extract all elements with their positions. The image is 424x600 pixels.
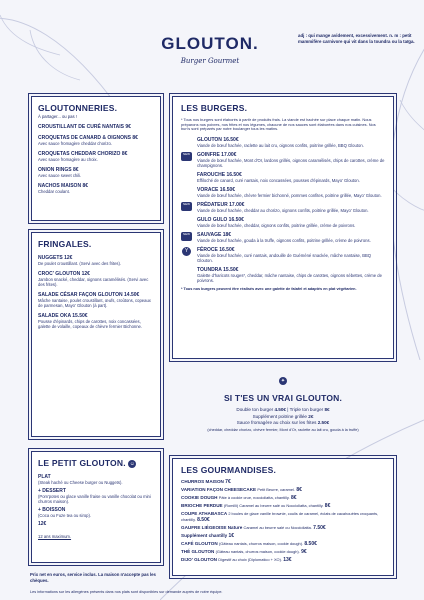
item-description: De poulet croustillant. (Servi avec des frites).: [38, 261, 122, 266]
gloutonneries-subtitle: À partager... ou pas !: [38, 114, 77, 119]
menu-line: [38, 474, 154, 485]
petit-glouton-title: [38, 458, 154, 468]
item-price: 8€: [324, 503, 331, 509]
item-name-text: CROUSTILLANT DE CURÉ NANTAIS: [38, 124, 125, 130]
item-price: 12€: [81, 271, 90, 277]
burger-item: [197, 172, 385, 183]
item-name-text: CAFÉ GLOUTON: [181, 540, 218, 546]
vrai-glouton-title: SI T'ES UN VRAI GLOUTON.: [223, 393, 343, 403]
item-name-text: GULO GULO: [197, 217, 228, 224]
gloutonneries-section: [31, 96, 161, 221]
item-description: Avec sauce fromagère cheddar chorizo.: [38, 141, 112, 146]
item-price: 14.50€: [124, 292, 140, 298]
item-description: Avec sauce sweet chili.: [38, 173, 82, 178]
new-badge: NEW: [181, 152, 192, 161]
burgers-title: LES BURGERS.: [181, 103, 248, 113]
item-description: 2 boules de glace vanille brownie, coulis de caramel, éclats de cacahouètes croquants, chantilly.: [181, 511, 379, 522]
menu-item: [181, 557, 385, 564]
item-name-text: SALADE OKA: [38, 313, 71, 319]
item-price: 8€: [121, 151, 128, 157]
item-name-text: FÉROCE: [197, 247, 218, 254]
item-name: [181, 541, 385, 548]
menu-item: [38, 151, 154, 162]
item-price: 17.00€: [221, 152, 237, 159]
menu-item: [181, 533, 385, 540]
item-name: [181, 533, 385, 540]
item-name-text: TOUNDRA: [197, 267, 222, 274]
brand-logo: [150, 34, 270, 65]
new-badge: NEW: [181, 232, 192, 241]
item-description: Viande de bœuf hachée, curé nantais, andouille de Guéméné snackée, mâche nantaise, BBQ Glouton.: [197, 253, 372, 264]
footer-prices: Prix net en euros, service inclus. La maison n'accepte pas les chèques.: [30, 572, 156, 583]
vrai-line-double: Double ton burger 4.50€ | Triple ton burger 8€: [236, 407, 330, 412]
fringales-title: FRINGALES.: [38, 239, 92, 249]
fringales-section: [31, 232, 161, 437]
burger-item: [183, 202, 385, 214]
wolverine-icon: ✦: [280, 377, 286, 384]
item-name-text: CROC' GLOUTON: [38, 271, 81, 277]
item-price: 7.50€: [313, 524, 326, 531]
menu-item: [38, 255, 154, 266]
menu-item: [181, 541, 385, 548]
item-price: 15.50€: [223, 267, 239, 274]
item-name-text: GAUFRE LIÉGEOISE Nature: [181, 524, 243, 530]
item-description: Jambon snacké, cheddar, oignons caramélisés. (Servi avec des frites).: [38, 277, 149, 287]
petit-glouton-title-text: LE PETIT GLOUTON.: [38, 458, 126, 468]
menu-line: [38, 507, 154, 518]
item-description: Viande de bœuf hachée, cheddar, oignons confits, poitrine grillée, crème de poivrons.: [197, 223, 356, 229]
menu-line-label: PLAT: [38, 474, 51, 480]
vrai-glouton-section: [172, 372, 394, 442]
menu-item: [181, 487, 385, 494]
menu-item: [38, 167, 154, 178]
vrai-note: (cheddar, cheddar chorizo, chèvre fermier, Mont d'Or, raclette au lait cru, gouda à la truffe): [207, 427, 359, 432]
item-price: 17.00€: [229, 202, 245, 209]
item-name-text: THÉ GLOUTON: [181, 548, 215, 554]
menu-line-label: + BOISSON: [38, 507, 66, 513]
item-name-text: CROQUETAS DE CANARD & OIGNONS: [38, 135, 131, 141]
item-name-text: DIJO' GLOUTON: [181, 556, 217, 562]
item-price: 9€: [301, 548, 307, 555]
gourmandises-list: [181, 479, 385, 563]
brand-tagline: Burger Gourmet: [180, 57, 240, 65]
item-description: Cheddar coulant.: [38, 189, 70, 194]
item-price: 15.50€: [72, 313, 88, 319]
item-name-text: NACHOS MAISON: [38, 183, 82, 189]
item-name: [181, 495, 385, 502]
menu-item: [38, 313, 154, 329]
burger-item: [183, 152, 385, 169]
petit-glouton-price: 12€: [38, 521, 47, 527]
menu-line-label: + DESSERT: [38, 488, 66, 494]
item-name-text: VARIATION FAÇON CHEESECAKE: [181, 487, 257, 492]
burger-item: [197, 137, 385, 148]
item-name: [181, 557, 385, 564]
item-description: Petit Beurre, caramel.: [257, 487, 296, 492]
brand-definition: adj : qui mange avidement, excessivement. n. m : petit mammifère carnivore qui vit dans la toundra ou la taïga.: [298, 33, 415, 44]
item-price: 12€: [64, 255, 73, 261]
item-price: 8.50€: [197, 516, 210, 523]
item-price: 16.50€: [228, 217, 244, 224]
item-description: Pâte à cookie crue, noccioliatta, chantilly.: [218, 495, 290, 500]
menu-item: [181, 525, 385, 532]
item-name-text: SAUVAGE: [197, 232, 222, 239]
item-name-text: PRÉDATEUR: [197, 202, 228, 209]
petit-glouton-section: [31, 451, 161, 563]
burger-item: [197, 217, 385, 228]
item-price: 16.50€: [219, 187, 236, 194]
item-description: Viande de bœuf hachée, cheddar au chorizo, oignons confits, poitrine grillée, Mayo' Glouton.: [197, 208, 369, 214]
menu-line-description: (Steak haché ou Cheese burger ou Nuggets).: [38, 480, 123, 485]
menu-line-description: (Coca ou Fuze tea ou sirop).: [38, 513, 92, 518]
menu-item: [38, 271, 154, 287]
item-description: Digestif au choix (Diplomatico + XO).: [218, 556, 282, 562]
item-description: Pousse d'épinards, chips de carottes, noix concassées, galette de volaille, copeaux de chèvre fermier Bichonne.: [38, 319, 143, 329]
vrai-line-poitrine: Supplément poitrine grillée 2€: [252, 413, 314, 419]
item-price: 8€: [132, 135, 138, 141]
item-name-text: VORACE: [197, 187, 219, 194]
menu-item: [38, 124, 154, 130]
item-price: 8.50€: [304, 540, 317, 547]
veggie-icon: Y: [182, 247, 191, 256]
item-price: 16.50€: [226, 172, 242, 179]
item-price: 8€: [296, 487, 302, 493]
item-name-text: BRIOCHE PERDUE: [181, 503, 223, 508]
item-name-text: CHURROS MAISON: [181, 479, 224, 484]
menu-line: [38, 488, 154, 504]
menu-item: [181, 503, 385, 510]
item-name-text: COOKIE DOUGH: [181, 495, 218, 500]
petit-glouton-age-note: 12 ans maximum.: [38, 534, 72, 539]
item-description: Viande de bœuf hachée, Mont d'Or, lardons grillés, oignons caramélisés, chips de carottes, crème de champignons.: [197, 158, 385, 169]
new-badge: NEW: [181, 202, 192, 211]
item-name-text: ONION RINGS: [38, 167, 72, 173]
brand-name: GLOUTON.: [161, 34, 259, 53]
footer-allergens: Les informations sur les allergènes présents dans nos plats sont disponibles sur demande auprès de notre équipe.: [30, 590, 223, 594]
item-description: Caramel au beurre salé ou Noccioliatta.: [243, 524, 312, 530]
menu-line-description: (Pom'potes ou glace vanille fraise ou vanille chocolat ou mini churros maison).: [38, 494, 151, 504]
gloutonneries-list: [38, 124, 154, 194]
menu-item: [181, 511, 385, 523]
item-price: 9€: [125, 124, 131, 130]
fringales-list: [38, 255, 154, 329]
menu-item: [181, 479, 385, 486]
item-name-text: NUGGETS: [38, 255, 63, 261]
item-price: 7€: [225, 479, 231, 485]
item-description: Effiloché de canard, curé nantais, noix concassées, pousses d'épinards, Mayo' Glouton.: [197, 178, 360, 184]
item-description: Mâche nantaise, poulet croustillant, œufs, croûtons, copeaux de parmesan, Mayo' Glouton (à part).: [38, 298, 151, 308]
item-name-text: CROQUETAS CHEDDAR CHORIZO: [38, 151, 121, 157]
item-description: (Romilli) Caramel au beurre salé ou Noccioliatta, chantilly.: [223, 503, 324, 508]
item-name: [181, 487, 385, 494]
item-name-text: SALADE CÉSAR FAÇON GLOUTON: [38, 292, 123, 298]
item-description: (Gâteau nantais, churros maison, cookie dough).: [218, 540, 304, 546]
item-name-text: GLOUTON: [197, 137, 222, 144]
item-name: [38, 124, 154, 130]
item-price: 8€: [82, 183, 89, 189]
gourmandises-title: LES GOURMANDISES.: [181, 465, 277, 475]
burger-item: [184, 247, 385, 264]
burger-item: [197, 267, 385, 283]
item-name-text: GOINFRE: [197, 152, 220, 159]
burgers-intro: * Tous nos burgers sont élaborés à partir de produits frais. La viande est hachée sur place chaque matin. Nous préparons nos poivres, nos frites et nos légumes, chacune de nos sauces sont élaborées dans nos cuisines. Nos bun's sont préparés par notre boulanger tous les matins.: [181, 117, 376, 132]
item-description: Galette d'haricots rouges*, cheddar, mâche nantaise, chips de carottes, oignons sébettes, crème de poivrons.: [197, 273, 382, 284]
item-price: 1€: [228, 532, 235, 539]
burgers-section: [172, 96, 394, 359]
item-name: [181, 479, 385, 486]
item-description: Avec sauce fromagère au choix.: [38, 157, 98, 162]
item-description: (Gâteau nantais, churros maison, cookie dough).: [215, 548, 300, 554]
burger-item: [197, 187, 385, 198]
petit-glouton-list: [38, 474, 154, 518]
item-price: 8€: [290, 495, 297, 501]
item-price: 18€: [222, 232, 232, 239]
gloutonneries-title: GLOUTONNERIES.: [38, 103, 118, 113]
menu-item: [38, 135, 154, 146]
item-name: [181, 549, 385, 556]
item-price: 16.50€: [223, 137, 239, 144]
item-description: Viande de bœuf hachée, gouda à la truffe, oignons confits, poitrine grillée, crème de poivrons.: [197, 238, 371, 244]
burgers-list: [183, 137, 385, 284]
item-price: 13€: [283, 556, 292, 563]
item-description: Viande de bœuf hachée, chèvre fermier bichonné, pommes confites, poitrine grillée, Mayo' Glouton.: [197, 193, 382, 199]
item-name: [181, 511, 385, 523]
menu-item: [181, 495, 385, 502]
menu-item: [38, 292, 154, 308]
burger-item: [183, 232, 385, 244]
item-name-text: COUPE ATHABASCA: [181, 511, 228, 516]
item-price: 8€: [73, 167, 79, 173]
burgers-note: * Tous nos burgers peuvent être réalisés avec une galette de falafel et adaptés en plat végétarien.: [181, 287, 357, 292]
item-name: [181, 503, 385, 510]
item-name-text: FAROUCHE: [197, 172, 226, 179]
kid-icon: ☺: [129, 460, 135, 467]
item-name: [181, 525, 385, 532]
vrai-line-sauce: Sauce fromagère au choix sur les frites 2.50€: [236, 420, 330, 425]
item-name-text: Supplément chantilly: [181, 532, 228, 538]
menu-item: [38, 183, 154, 194]
item-description: Viande de bœuf hachée, raclette au lait cru, oignons confits, poitrine grillée, BBQ Glouton.: [197, 143, 364, 149]
menu-item: [181, 549, 385, 556]
gourmandises-section: [172, 458, 394, 576]
item-price: 16.50€: [219, 247, 235, 254]
